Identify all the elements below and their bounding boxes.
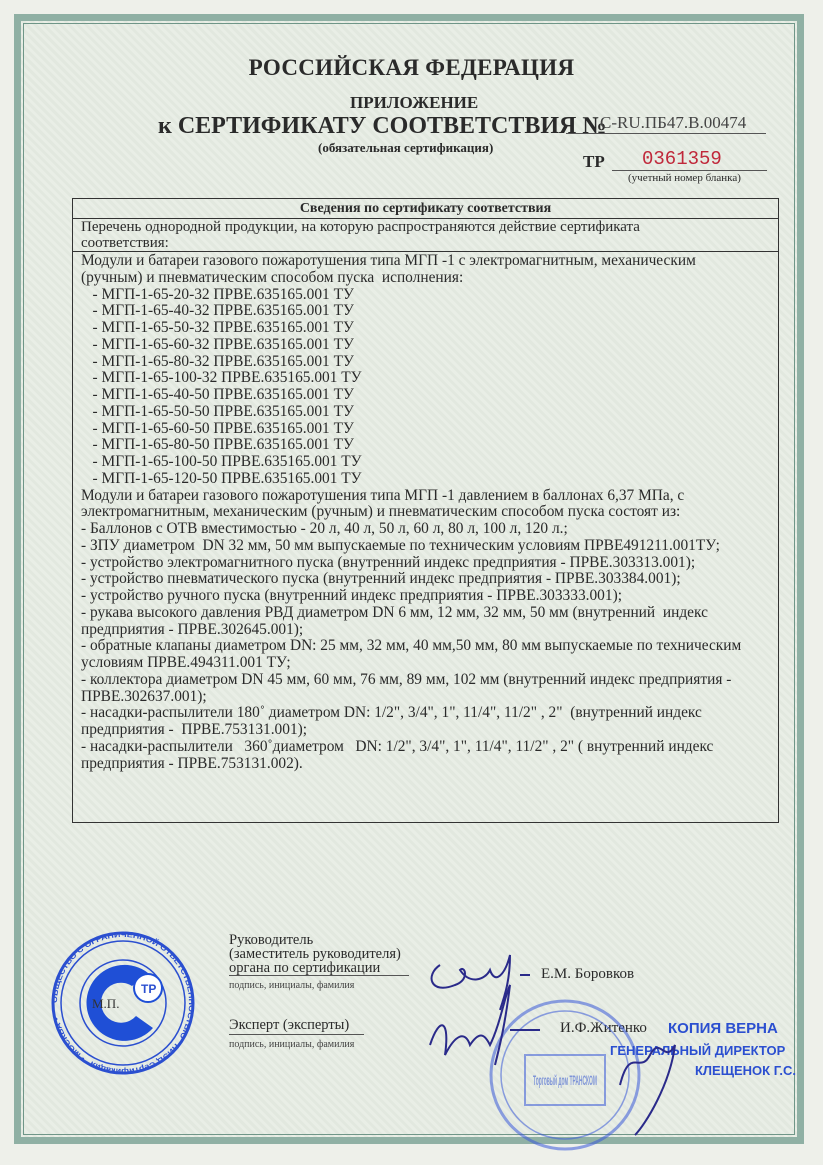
- description-line: ПРВЕ.302637.001);: [81, 687, 207, 705]
- description-line: - устройство ручного пуска (внутренний индекс предприятия - ПРВЕ.303333.001);: [81, 587, 622, 604]
- head-signature-block: [229, 933, 409, 993]
- head-title-line: (заместитель руководителя): [229, 946, 401, 962]
- appendix-title: ПРИЛОЖЕНИЕ: [350, 93, 479, 112]
- description-line: - устройство пневматического пуска (внутренний индекс предприятия - ПРВЕ.303384.001);: [81, 570, 681, 588]
- mandatory-note: (обязательная сертификация): [318, 140, 494, 155]
- description-line: - МГП-1-65-20-32 ПРВЕ.635165.001 ТУ: [81, 285, 354, 303]
- description-line: - МГП-1-65-60-32 ПРВЕ.635165.001 ТУ: [81, 335, 354, 353]
- description-line: - насадки-распылители 360˚диаметром DN: 1/2", 3/4", 1", 11/4", 11/2" , 2" ( внутренний индекс: [81, 737, 714, 755]
- description-line: - МГП-1-65-40-50 ПРВЕ.635165.001 ТУ: [81, 386, 354, 403]
- description-line: - МГП-1-65-120-50 ПРВЕ.635165.001 ТУ: [81, 469, 362, 487]
- copy-stamp-line: КЛЕЩЕНОК Г.С.: [695, 1063, 797, 1078]
- scope-row: [73, 219, 778, 252]
- description-line: - МГП-1-65-50-50 ПРВЕ.635165.001 ТУ: [81, 402, 354, 420]
- blank-number-label: (учетный номер бланка): [628, 172, 741, 184]
- description-line: предприятия - ПРВЕ.302645.001);: [81, 620, 304, 638]
- head-title-line: Руководитель: [229, 932, 314, 948]
- blank-number: 0361359: [612, 148, 767, 171]
- certification-body-seal: [48, 928, 198, 1078]
- description-line: Модули и батареи газового пожаротушения типа МГП -1 давлением в баллонах 6,37 МПа, с: [81, 486, 685, 504]
- description-line: условиям ПРВЕ.494311.001 ТУ;: [81, 654, 291, 671]
- description-line: - устройство электромагнитного пуска (внутренний индекс предприятия - ПРВЕ.303313.001);: [81, 553, 696, 571]
- description-line: (ручным) и пневматическим способом пуска исполнения:: [81, 268, 464, 286]
- expert-name: И.Ф.Житенко: [560, 1020, 647, 1036]
- seal-mark: М.П.: [92, 996, 120, 1011]
- description-line: - насадки-распылители 180˚ диаметром DN: 1/2", 3/4", 1", 11/4", 11/2" , 2" (внутренний индекс: [81, 704, 702, 722]
- description-line: - коллектора диаметром DN 45 мм, 60 мм, 76 мм, 89 мм, 102 мм (внутренний индекс предприятия -: [81, 670, 732, 688]
- country-title: РОССИЙСКАЯ ФЕДЕРАЦИЯ: [248, 55, 575, 80]
- table-heading: Сведения по сертификату соответствия: [73, 199, 778, 219]
- copy-stamp-line: ГЕНЕРАЛЬНЫЙ ДИРЕКТОР: [610, 1043, 786, 1058]
- description-line: - Баллонов с ОТВ вместимостью - 20 л, 40 л, 50 л, 60 л, 80 л, 100 л, 120 л.;: [81, 520, 568, 537]
- expert-title: Эксперт (эксперты): [229, 1018, 364, 1035]
- certificate-number: C-RU.ПБ47.В.00474: [566, 113, 766, 134]
- head-name: Е.М. Боровков: [541, 966, 635, 982]
- certificate-title: к СЕРТИФИКАТУ СООТВЕТСТВИЯ №: [158, 113, 607, 139]
- description-line: - МГП-1-65-100-50 ПРВЕ.635165.001 ТУ: [81, 453, 362, 470]
- expert-caption: подпись, инициалы, фамилия: [229, 1039, 355, 1050]
- description-line: - МГП-1-65-100-32 ПРВЕ.635165.001 ТУ: [81, 369, 362, 387]
- company-seal-text: Торговый дом ТРАНСКОМ: [533, 1072, 597, 1088]
- description-line: - ЗПУ диаметром DN 32 мм, 50 мм выпускаемые по техническим условиям ПРВЕ491211.001ТУ;: [81, 536, 720, 554]
- head-caption: подпись, инициалы, фамилия: [229, 980, 355, 991]
- description-line: - МГП-1-65-80-50 ПРВЕ.635165.001 ТУ: [81, 436, 354, 454]
- description-line: предприятия - ПРВЕ.753131.001);: [81, 721, 308, 738]
- description-line: - МГП-1-65-60-50 ПРВЕ.635165.001 ТУ: [81, 419, 354, 437]
- tp-label: ТР: [583, 152, 605, 171]
- scope-line: Перечень однородной продукции, на которую распространяются действие сертификата: [81, 219, 640, 235]
- description-line: электромагнитным, механическим (ручным) и пневматическим способом пуска состоят из:: [81, 503, 681, 521]
- seal-logo: ТР: [141, 982, 157, 996]
- product-description: [73, 252, 778, 773]
- description-line: предприятия - ПРВЕ.753131.002).: [81, 754, 303, 772]
- handwritten-signatures: [410, 935, 710, 1135]
- copy-stamp-line: КОПИЯ ВЕРНА: [668, 1020, 778, 1037]
- expert-signature-block: [229, 1018, 364, 1052]
- certificate-details-table: [72, 198, 779, 823]
- description-line: Модули и батареи газового пожаротушения типа МГП -1 с электромагнитным, механическим: [81, 252, 696, 269]
- description-line: - МГП-1-65-50-32 ПРВЕ.635165.001 ТУ: [81, 319, 354, 336]
- description-line: - обратные клапаны диаметром DN: 25 мм, 32 мм, 40 мм,50 мм, 80 мм выпускаемые по техническим: [81, 637, 742, 655]
- description-line: - МГП-1-65-80-32 ПРВЕ.635165.001 ТУ: [81, 352, 354, 370]
- description-line: - МГП-1-65-40-32 ПРВЕ.635165.001 ТУ: [81, 302, 354, 320]
- scope-line: соответствия:: [81, 235, 169, 251]
- description-line: - рукава высокого давления РВД диаметром DN 6 мм, 12 мм, 32 мм, 50 мм (внутренний индекс: [81, 603, 708, 621]
- svg-text:ОБЩЕСТВО С ОГРАНИЧЕННОЙ ОТВЕТС: [50, 930, 196, 1076]
- head-title-line: органа по сертификации: [229, 961, 409, 976]
- seal-ring-text: ОБЩЕСТВО С ОГРАНИЧЕННОЙ ОТВЕТСТВЕННОСТЬЮ "НИЭЦ Сертификация" • МОСКВА •: [49, 929, 197, 1077]
